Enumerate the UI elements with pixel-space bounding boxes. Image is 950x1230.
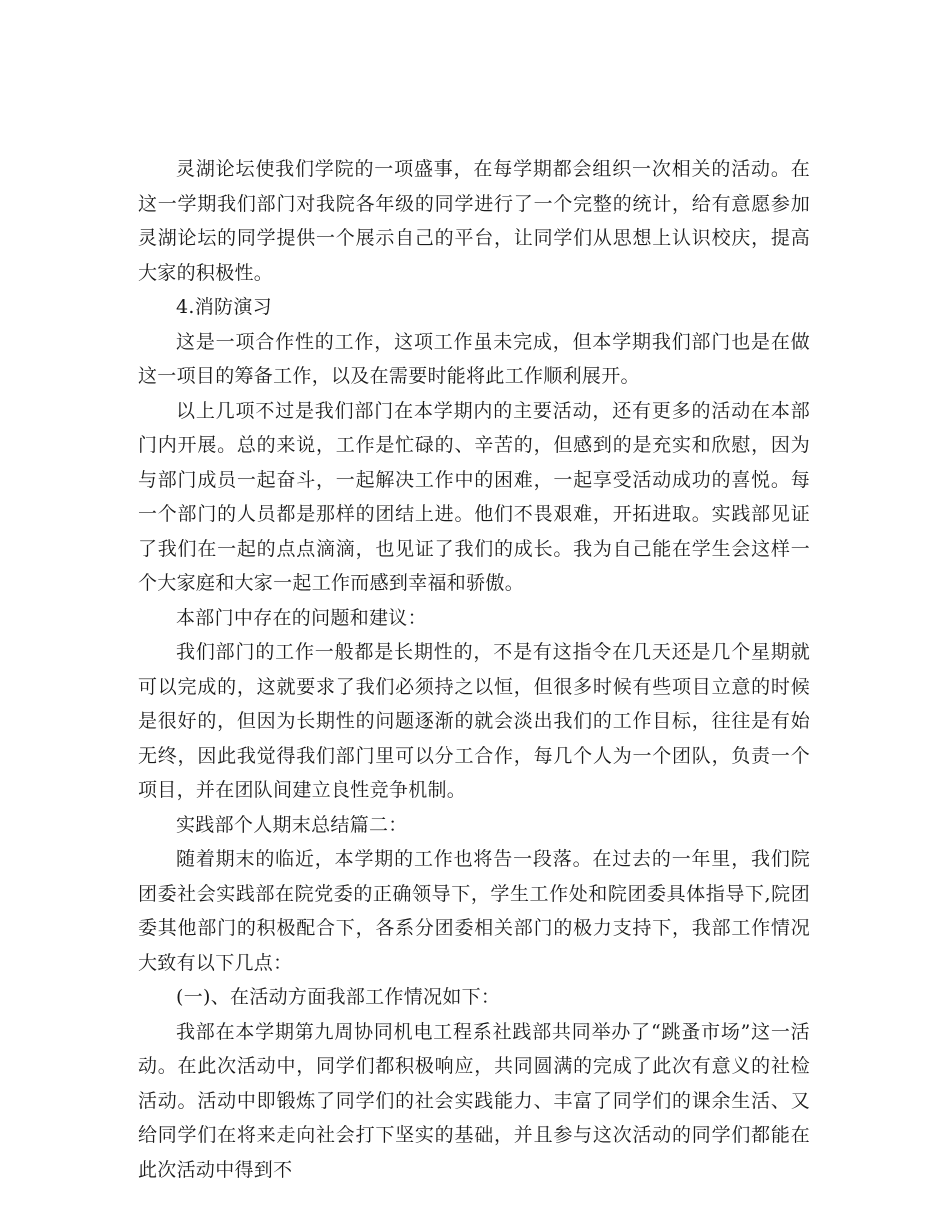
paragraph-part-two-intro: 随着期末的临近，本学期的工作也将告一段落。在过去的一年里，我们院团委社会实践部在院党委的正确领导下，学生工作处和院团委具体指导下,院团委其他部门的积极配合下，各系分团委相关部门的极力支持下，我部工作情况大致有以下几点： bbox=[138, 848, 810, 974]
heading-activities: (一)、在活动方面我部工作情况如下： bbox=[176, 986, 501, 1008]
paragraph-linghu-forum: 灵湖论坛使我们学院的一项盛事，在每学期都会组织一次相关的活动。在这一学期我们部门对我院各年级的同学进行了一个完整的统计，给有意愿参加灵湖论坛的同学提供一个展示自己的平台，让同学们从思想上认识校庆，提高大家的积极性。 bbox=[138, 158, 810, 284]
document-body bbox=[138, 152, 810, 1187]
heading-fire-drill: 4.消防演习 bbox=[176, 296, 272, 318]
paragraph-flea-market: 我部在本学期第九周协同机电工程系社践部共同举办了“跳蚤市场”这一活动。在此次活动中，同学们都积极响应，共同圆满的完成了此次有意义的社检活动。活动中即锻炼了同学们的社会实践能力、丰富了同学们的课余生活、又给同学们在将来走向社会打下坚实的基础，并且参与这次活动的同学们都能在此次活动中得到不 bbox=[138, 1020, 810, 1181]
heading-part-two: 实践部个人期末总结篇二： bbox=[176, 813, 408, 836]
paragraph-problems: 我们部门的工作一般都是长期性的，不是有这指令在几天还是几个星期就可以完成的，这就要求了我们必须持之以恒，但很多时候有些项目立意的时候是很好的，但因为长期性的问题逐渐的就会淡出我们的工作目标，往往是有始无终，因此我觉得我们部门里可以分工合作，每几个人为一个团队，负责一个项目，并在团队间建立良性竞争机制。 bbox=[138, 641, 810, 801]
paragraph-summary: 以上几项不过是我们部门在本学期内的主要活动，还有更多的活动在本部门内开展。总的来说，工作是忙碌的、辛苦的，但感到的是充实和欣慰，因为与部门成员一起奋斗，一起解决工作中的困难，一起享受活动成功的喜悦。每一个部门的人员都是那样的团结上进。他们不畏艰难，开拓进取。实践部见证了我们在一起的点点滴滴，也见证了我们的成长。我为自己能在学生会这样一个大家庭和大家一起工作而感到幸福和骄傲。 bbox=[138, 399, 810, 594]
heading-problems: 本部门中存在的问题和建议： bbox=[176, 606, 427, 629]
paragraph-fire-drill: 这是一项合作性的工作，这项工作虽未完成，但本学期我们部门也是在做这一项目的筹备工作，以及在需要时能将此工作顺利展开。 bbox=[138, 330, 810, 387]
